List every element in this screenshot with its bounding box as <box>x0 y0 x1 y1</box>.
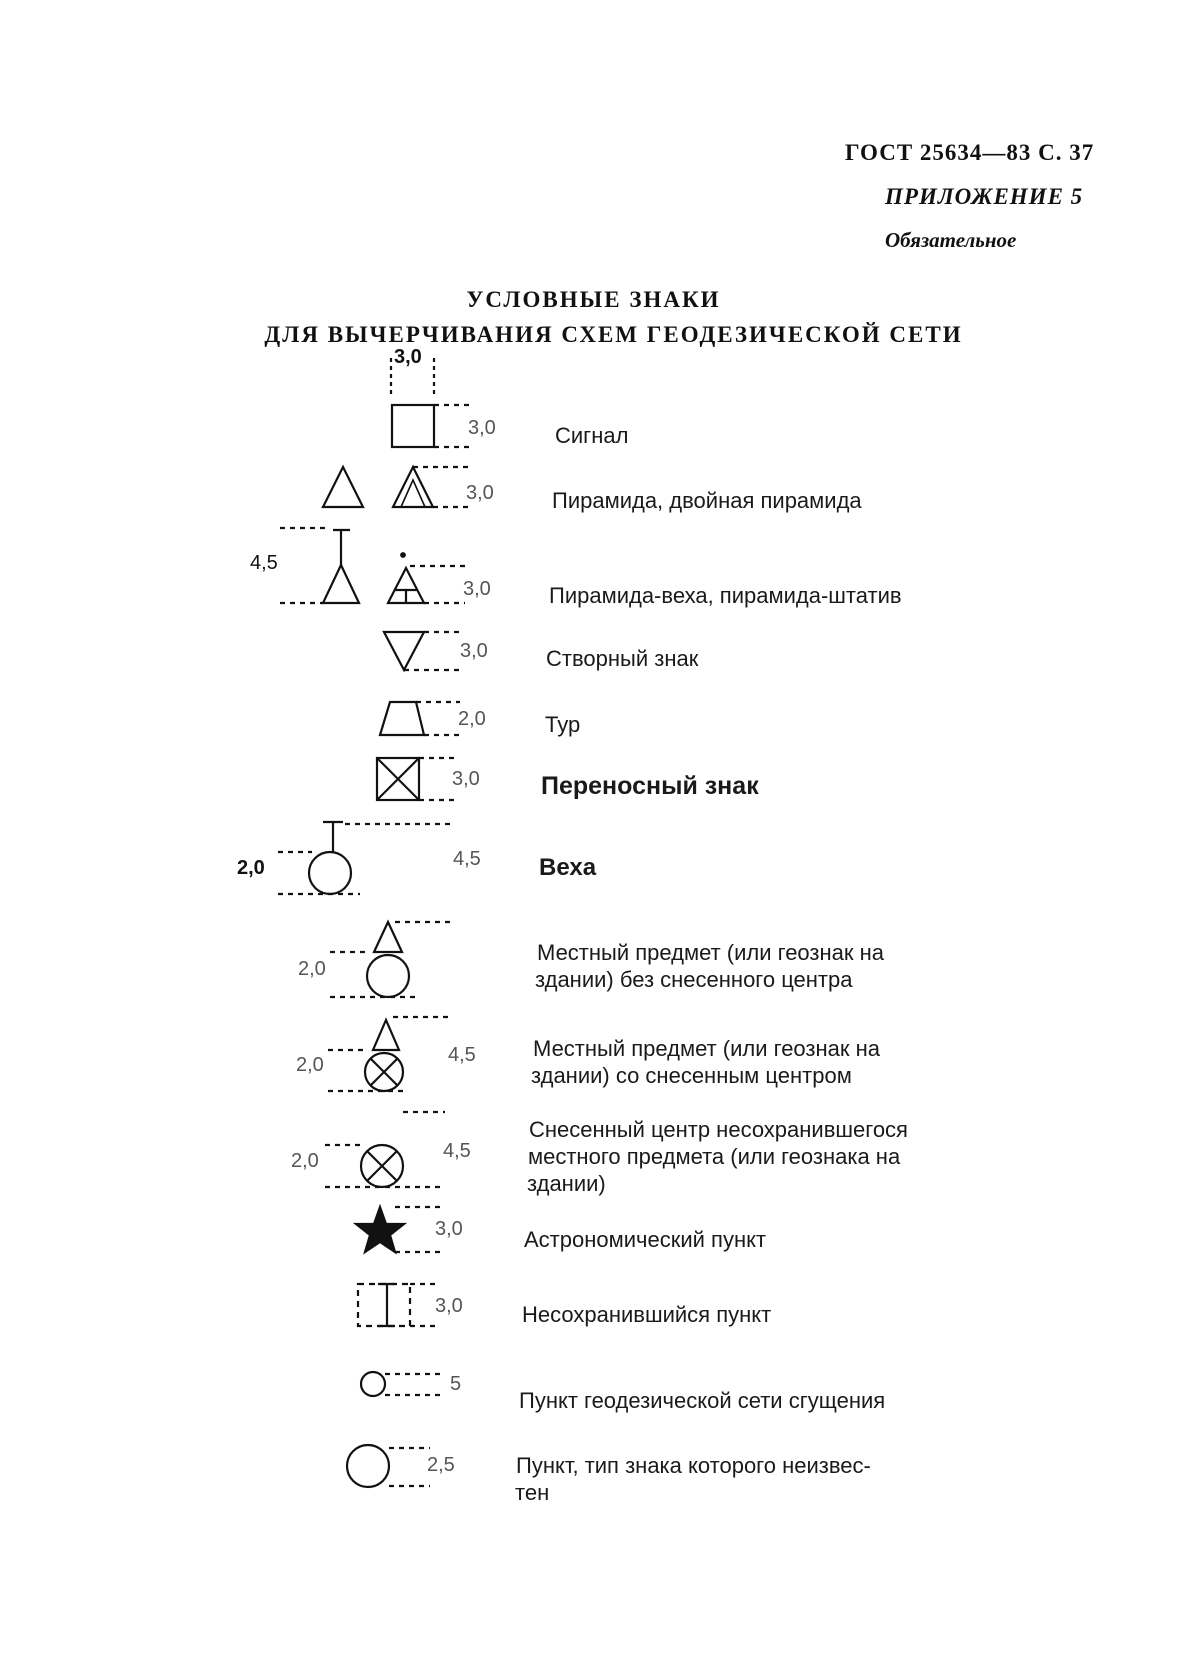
size-value: 3,0 <box>468 417 496 439</box>
size-value: 2,0 <box>458 708 486 730</box>
symbol-label: Пирамида, двойная пирамида <box>552 488 862 513</box>
symbol-label-line: здании) без снесенного центра <box>535 967 853 992</box>
size-value: 3,0 <box>435 1218 463 1240</box>
size-value: 3,0 <box>463 578 491 600</box>
size-value: 5 <box>450 1373 462 1395</box>
symbol-label-line: Пункт, тип знака которого неизвес- <box>516 1453 871 1478</box>
symbol-label-line: здании) <box>527 1171 606 1196</box>
left-size-value: 2,0 <box>298 958 326 980</box>
symbol-label: Тур <box>545 712 581 737</box>
size-value: 4,5 <box>443 1140 471 1162</box>
symbol-label: Астрономический пункт <box>524 1227 767 1252</box>
page-header: ГОСТ 25634—83 С. 37 <box>845 140 1095 165</box>
symbol-label-line: тен <box>515 1480 550 1505</box>
size-value: 3,0 <box>452 768 480 790</box>
left-size-value: 2,0 <box>296 1054 324 1076</box>
symbol-label-line: местного предмета (или геознака на <box>528 1144 901 1169</box>
triangle-icon <box>323 467 470 507</box>
symbol-label-line: Местный предмет (или геознак на <box>537 940 885 965</box>
symbol-label-line: Местный предмет (или геознак на <box>533 1036 881 1061</box>
appendix-status: Обязательное <box>885 228 1017 252</box>
crossed-square-icon <box>377 758 456 800</box>
left-size-value: 2,0 <box>237 857 265 879</box>
size-value: 4,5 <box>453 848 481 870</box>
inverted-triangle-icon <box>384 632 462 670</box>
square-icon <box>392 405 470 447</box>
size-value: 4,5 <box>448 1044 476 1066</box>
left-size-value: 2,0 <box>291 1150 319 1172</box>
symbol-label-line: здании) со снесенным центром <box>531 1063 852 1088</box>
circle-icon <box>347 1445 430 1487</box>
title-line-2: ДЛЯ ВЫЧЕРЧИВАНИЯ СХЕМ ГЕОДЕЗИЧЕСКОЙ СЕТИ <box>264 322 963 347</box>
symbol-label: Веха <box>539 854 597 881</box>
triangle-pole-icon <box>280 528 465 603</box>
size-value: 3,0 <box>435 1295 463 1317</box>
symbol-label: Сигнал <box>555 423 629 448</box>
symbol-label: Переносный знак <box>541 772 759 800</box>
appendix-label: ПРИЛОЖЕНИЕ 5 <box>885 184 1084 209</box>
size-value: 2,5 <box>427 1454 455 1476</box>
symbol-label: Пирамида-веха, пирамида-штатив <box>549 583 902 608</box>
circle-pole-icon <box>278 822 455 894</box>
symbol-label: Створный знак <box>546 646 699 671</box>
small-circle-icon <box>361 1372 445 1396</box>
left-size-value: 4,5 <box>250 552 278 574</box>
star-icon <box>356 1207 440 1252</box>
title-line-1: УСЛОВНЫЕ ЗНАКИ <box>466 287 721 312</box>
crossed-circle-icon <box>325 1145 445 1187</box>
triangle-crossed-circle-icon <box>328 1017 448 1112</box>
size-value: 3,0 <box>466 482 494 504</box>
top-dimension: 3,0 <box>394 346 422 368</box>
size-value: 3,0 <box>460 640 488 662</box>
trapezoid-icon <box>380 702 460 735</box>
symbol-label-line: Снесенный центр несохранившегося <box>529 1117 908 1142</box>
symbol-label: Несохранившийся пункт <box>522 1302 772 1327</box>
triangle-circle-icon <box>330 922 455 997</box>
symbol-label: Пункт геодезической сети сгущения <box>519 1388 886 1413</box>
dashed-square-icon <box>358 1284 440 1326</box>
